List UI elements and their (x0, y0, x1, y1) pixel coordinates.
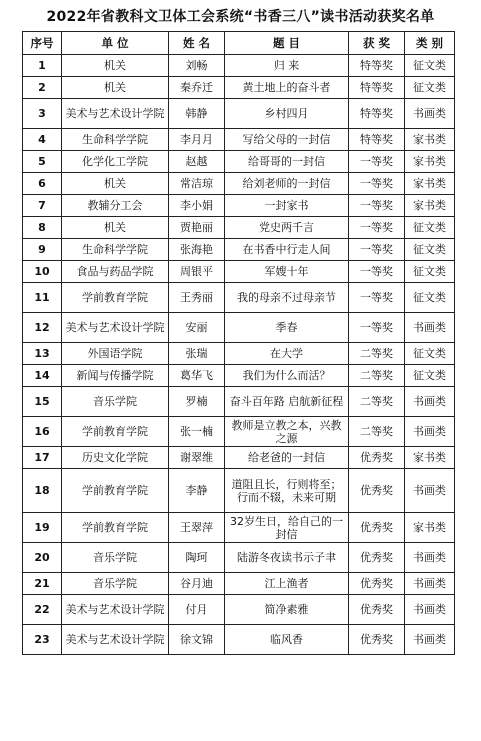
cell-name: 陶珂 (169, 543, 225, 573)
cell-name: 赵越 (169, 151, 225, 173)
cell-name: 谷月迪 (169, 573, 225, 595)
cell-category: 书画类 (405, 543, 455, 573)
cell-unit: 教辅分工会 (62, 195, 169, 217)
header-category: 类 别 (405, 32, 455, 55)
table-row (23, 77, 455, 99)
cell-unit: 美术与艺术设计学院 (62, 99, 169, 129)
cell-award: 二等奖 (349, 417, 405, 447)
cell-number: 11 (23, 283, 62, 313)
cell-unit: 机关 (62, 77, 169, 99)
cell-award: 优秀奖 (349, 469, 405, 513)
cell-name: 葛华飞 (169, 365, 225, 387)
cell-category: 征文类 (405, 55, 455, 77)
cell-award: 特等奖 (349, 99, 405, 129)
cell-topic: 季春 (225, 313, 349, 343)
cell-category: 书画类 (405, 595, 455, 625)
cell-category: 征文类 (405, 217, 455, 239)
cell-topic: 给哥哥的一封信 (225, 151, 349, 173)
cell-award: 一等奖 (349, 217, 405, 239)
cell-category: 征文类 (405, 77, 455, 99)
cell-name: 张海艳 (169, 239, 225, 261)
cell-unit: 新闻与传播学院 (62, 365, 169, 387)
cell-name: 秦乔迁 (169, 77, 225, 99)
table-row (23, 217, 455, 239)
cell-number: 6 (23, 173, 62, 195)
cell-name: 刘畅 (169, 55, 225, 77)
cell-number: 19 (23, 513, 62, 543)
cell-topic: 在大学 (225, 343, 349, 365)
cell-topic: 写给父母的一封信 (225, 129, 349, 151)
cell-name: 罗楠 (169, 387, 225, 417)
cell-topic: 给老爸的一封信 (225, 447, 349, 469)
cell-award: 优秀奖 (349, 447, 405, 469)
cell-unit: 机关 (62, 55, 169, 77)
cell-unit: 美术与艺术设计学院 (62, 313, 169, 343)
cell-award: 一等奖 (349, 261, 405, 283)
cell-award: 一等奖 (349, 195, 405, 217)
cell-topic: 江上渔者 (225, 573, 349, 595)
cell-award: 优秀奖 (349, 543, 405, 573)
cell-number: 9 (23, 239, 62, 261)
cell-number: 4 (23, 129, 62, 151)
cell-award: 二等奖 (349, 343, 405, 365)
cell-topic: 奋斗百年路 启航新征程 (225, 387, 349, 417)
cell-number: 3 (23, 99, 62, 129)
table-row (23, 625, 455, 655)
cell-name: 付月 (169, 595, 225, 625)
cell-topic: 陆游冬夜读书示子聿 (225, 543, 349, 573)
cell-category: 书画类 (405, 313, 455, 343)
cell-unit: 机关 (62, 173, 169, 195)
cell-number: 15 (23, 387, 62, 417)
table-row (23, 365, 455, 387)
cell-award: 一等奖 (349, 173, 405, 195)
cell-category: 征文类 (405, 261, 455, 283)
cell-name: 谢翠维 (169, 447, 225, 469)
cell-category: 书画类 (405, 469, 455, 513)
table-row (23, 173, 455, 195)
cell-number: 7 (23, 195, 62, 217)
cell-name: 李小娟 (169, 195, 225, 217)
cell-award: 一等奖 (349, 313, 405, 343)
cell-unit: 音乐学院 (62, 387, 169, 417)
cell-name: 李月月 (169, 129, 225, 151)
table-row (23, 343, 455, 365)
table-row (23, 447, 455, 469)
header-name: 姓 名 (169, 32, 225, 55)
table-row (23, 195, 455, 217)
cell-unit: 音乐学院 (62, 573, 169, 595)
cell-topic: 一封家书 (225, 195, 349, 217)
cell-topic: 黄土地上的奋斗者 (225, 77, 349, 99)
cell-unit: 学前教育学院 (62, 513, 169, 543)
table-row (23, 239, 455, 261)
cell-category: 家书类 (405, 151, 455, 173)
cell-number: 16 (23, 417, 62, 447)
table-row (23, 573, 455, 595)
cell-number: 13 (23, 343, 62, 365)
cell-topic: 道阻且长，行则将至；行而不辍，未来可期 (225, 469, 349, 513)
cell-unit: 音乐学院 (62, 543, 169, 573)
cell-topic: 党史两千言 (225, 217, 349, 239)
cell-unit: 美术与艺术设计学院 (62, 625, 169, 655)
cell-number: 5 (23, 151, 62, 173)
cell-topic: 军嫂十年 (225, 261, 349, 283)
table-row (23, 513, 455, 543)
cell-category: 书画类 (405, 417, 455, 447)
cell-award: 二等奖 (349, 387, 405, 417)
cell-topic: 在书香中行走人间 (225, 239, 349, 261)
cell-number: 22 (23, 595, 62, 625)
table-row (23, 99, 455, 129)
cell-unit: 食品与药品学院 (62, 261, 169, 283)
cell-award: 一等奖 (349, 283, 405, 313)
cell-unit: 生命科学学院 (62, 129, 169, 151)
cell-unit: 学前教育学院 (62, 417, 169, 447)
cell-topic: 32岁生日，给自己的一封信 (225, 513, 349, 543)
cell-award: 优秀奖 (349, 595, 405, 625)
table-row (23, 129, 455, 151)
cell-name: 周银平 (169, 261, 225, 283)
cell-award: 特等奖 (349, 129, 405, 151)
cell-unit: 机关 (62, 217, 169, 239)
cell-category: 家书类 (405, 173, 455, 195)
table-row (23, 387, 455, 417)
document-title: 2022年省教科文卫体工会系统“书香三八”读书活动获奖名单 (46, 9, 435, 25)
cell-number: 14 (23, 365, 62, 387)
cell-unit: 学前教育学院 (62, 469, 169, 513)
cell-topic: 归 来 (225, 55, 349, 77)
cell-number: 23 (23, 625, 62, 655)
cell-topic: 给刘老师的一封信 (225, 173, 349, 195)
cell-name: 王翠萍 (169, 513, 225, 543)
cell-topic: 教师是立教之本，兴教之源 (225, 417, 349, 447)
cell-category: 家书类 (405, 129, 455, 151)
cell-award: 特等奖 (349, 77, 405, 99)
cell-name: 安丽 (169, 313, 225, 343)
cell-unit: 生命科学学院 (62, 239, 169, 261)
table-row (23, 261, 455, 283)
cell-name: 韩静 (169, 99, 225, 129)
cell-topic: 临风香 (225, 625, 349, 655)
table-header-row (23, 32, 455, 55)
cell-category: 书画类 (405, 625, 455, 655)
cell-category: 书画类 (405, 573, 455, 595)
cell-topic: 我们为什么而活？ (225, 365, 349, 387)
cell-category: 征文类 (405, 365, 455, 387)
cell-name: 李静 (169, 469, 225, 513)
cell-category: 征文类 (405, 283, 455, 313)
cell-number: 18 (23, 469, 62, 513)
cell-award: 优秀奖 (349, 573, 405, 595)
table-row (23, 469, 455, 513)
cell-name: 张瑞 (169, 343, 225, 365)
cell-category: 家书类 (405, 513, 455, 543)
table-row (23, 417, 455, 447)
cell-unit: 历史文化学院 (62, 447, 169, 469)
cell-award: 优秀奖 (349, 513, 405, 543)
cell-category: 征文类 (405, 239, 455, 261)
table-row (23, 313, 455, 343)
cell-award: 特等奖 (349, 55, 405, 77)
cell-number: 10 (23, 261, 62, 283)
table-row (23, 543, 455, 573)
header-number: 序号 (23, 32, 62, 55)
cell-number: 1 (23, 55, 62, 77)
cell-award: 优秀奖 (349, 625, 405, 655)
cell-name: 贾艳丽 (169, 217, 225, 239)
cell-category: 家书类 (405, 447, 455, 469)
table-row (23, 595, 455, 625)
cell-name: 王秀丽 (169, 283, 225, 313)
cell-number: 21 (23, 573, 62, 595)
cell-number: 2 (23, 77, 62, 99)
table-row (23, 55, 455, 77)
award-list-table (22, 31, 455, 655)
cell-unit: 学前教育学院 (62, 283, 169, 313)
table-row (23, 283, 455, 313)
cell-name: 徐文锦 (169, 625, 225, 655)
cell-topic: 我的母亲不过母亲节 (225, 283, 349, 313)
cell-category: 征文类 (405, 343, 455, 365)
cell-number: 17 (23, 447, 62, 469)
cell-category: 书画类 (405, 99, 455, 129)
cell-number: 8 (23, 217, 62, 239)
cell-unit: 美术与艺术设计学院 (62, 595, 169, 625)
header-unit: 单 位 (62, 32, 169, 55)
cell-unit: 化学化工学院 (62, 151, 169, 173)
cell-topic: 简净素雅 (225, 595, 349, 625)
cell-award: 一等奖 (349, 151, 405, 173)
cell-award: 二等奖 (349, 365, 405, 387)
cell-category: 家书类 (405, 195, 455, 217)
cell-topic: 乡村四月 (225, 99, 349, 129)
header-topic: 题 目 (225, 32, 349, 55)
cell-category: 书画类 (405, 387, 455, 417)
cell-award: 一等奖 (349, 239, 405, 261)
table-row (23, 151, 455, 173)
cell-number: 12 (23, 313, 62, 343)
cell-unit: 外国语学院 (62, 343, 169, 365)
cell-number: 20 (23, 543, 62, 573)
cell-name: 常洁琼 (169, 173, 225, 195)
cell-name: 张一楠 (169, 417, 225, 447)
header-award: 获 奖 (349, 32, 405, 55)
